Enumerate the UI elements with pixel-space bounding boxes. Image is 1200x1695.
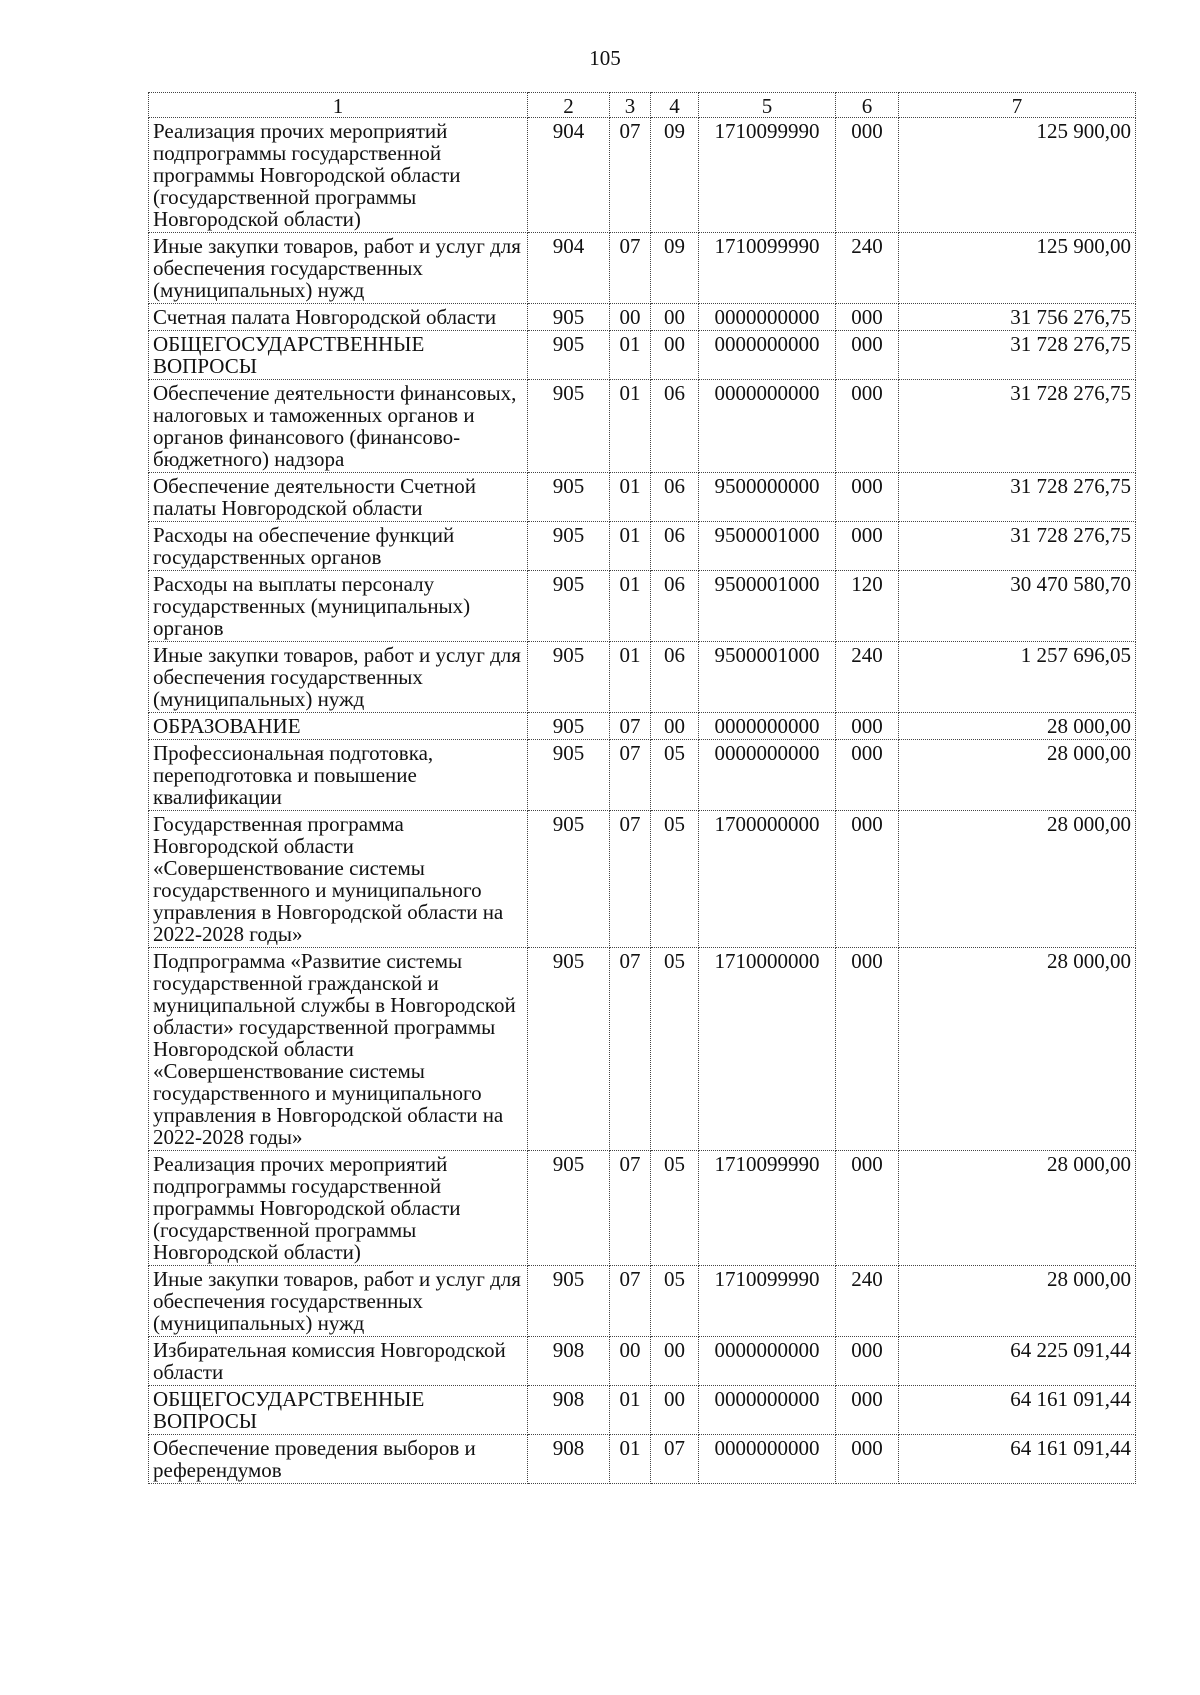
table-row bbox=[149, 380, 1136, 473]
row-target-article-cell: 0000000000 bbox=[699, 380, 836, 473]
row-amount-cell: 125 900,00 bbox=[899, 118, 1136, 233]
row-expense-type-cell: 000 bbox=[836, 713, 899, 740]
row-amount-cell: 31 756 276,75 bbox=[899, 304, 1136, 331]
table-row bbox=[149, 740, 1136, 811]
table-row bbox=[149, 1266, 1136, 1337]
column-header-1: 1 bbox=[149, 93, 528, 118]
row-expense-type-cell: 240 bbox=[836, 642, 899, 713]
table-row bbox=[149, 233, 1136, 304]
row-section-cell: 01 bbox=[610, 331, 651, 380]
row-amount-cell: 64 161 091,44 bbox=[899, 1435, 1136, 1484]
row-subsection-cell: 05 bbox=[651, 1266, 699, 1337]
row-expense-type-cell: 000 bbox=[836, 948, 899, 1151]
row-amount-cell: 64 161 091,44 bbox=[899, 1386, 1136, 1435]
row-target-article-cell: 0000000000 bbox=[699, 1386, 836, 1435]
row-grbs-cell: 905 bbox=[528, 1151, 610, 1266]
column-header-7: 7 bbox=[899, 93, 1136, 118]
row-amount-cell: 125 900,00 bbox=[899, 233, 1136, 304]
row-section-cell: 07 bbox=[610, 233, 651, 304]
row-grbs-cell: 905 bbox=[528, 642, 610, 713]
row-name-cell: Обеспечение деятельности Счетной палаты Новгородской области bbox=[149, 473, 528, 522]
row-name-cell: Реализация прочих мероприятий подпрограммы государственной программы Новгородской области (государственной программы Новгородской области) bbox=[149, 118, 528, 233]
row-grbs-cell: 905 bbox=[528, 473, 610, 522]
row-target-article-cell: 9500001000 bbox=[699, 522, 836, 571]
row-name-cell: Расходы на выплаты персоналу государственных (муниципальных) органов bbox=[149, 571, 528, 642]
row-section-cell: 07 bbox=[610, 1151, 651, 1266]
row-name-cell: Избирательная комиссия Новгородской области bbox=[149, 1337, 528, 1386]
row-name-cell: Иные закупки товаров, работ и услуг для обеспечения государственных (муниципальных) нужд bbox=[149, 233, 528, 304]
row-expense-type-cell: 000 bbox=[836, 1435, 899, 1484]
row-name-cell: ОБЩЕГОСУДАРСТВЕННЫЕ ВОПРОСЫ bbox=[149, 331, 528, 380]
row-target-article-cell: 9500000000 bbox=[699, 473, 836, 522]
row-subsection-cell: 07 bbox=[651, 1435, 699, 1484]
row-target-article-cell: 9500001000 bbox=[699, 571, 836, 642]
row-section-cell: 07 bbox=[610, 811, 651, 948]
column-header-6: 6 bbox=[836, 93, 899, 118]
row-section-cell: 01 bbox=[610, 473, 651, 522]
row-subsection-cell: 05 bbox=[651, 948, 699, 1151]
row-expense-type-cell: 000 bbox=[836, 473, 899, 522]
row-section-cell: 07 bbox=[610, 713, 651, 740]
table-row bbox=[149, 1151, 1136, 1266]
row-expense-type-cell: 000 bbox=[836, 811, 899, 948]
row-target-article-cell: 9500001000 bbox=[699, 642, 836, 713]
table-row bbox=[149, 118, 1136, 233]
table-header-row bbox=[149, 93, 1136, 118]
row-section-cell: 00 bbox=[610, 304, 651, 331]
table-row bbox=[149, 473, 1136, 522]
row-grbs-cell: 908 bbox=[528, 1435, 610, 1484]
row-target-article-cell: 1710099990 bbox=[699, 118, 836, 233]
table-row bbox=[149, 571, 1136, 642]
row-expense-type-cell: 000 bbox=[836, 380, 899, 473]
row-amount-cell: 28 000,00 bbox=[899, 1266, 1136, 1337]
column-header-4: 4 bbox=[651, 93, 699, 118]
row-subsection-cell: 06 bbox=[651, 473, 699, 522]
row-expense-type-cell: 000 bbox=[836, 118, 899, 233]
row-section-cell: 01 bbox=[610, 642, 651, 713]
row-grbs-cell: 905 bbox=[528, 811, 610, 948]
row-target-article-cell: 0000000000 bbox=[699, 1337, 836, 1386]
row-section-cell: 07 bbox=[610, 740, 651, 811]
row-grbs-cell: 905 bbox=[528, 331, 610, 380]
row-amount-cell: 31 728 276,75 bbox=[899, 380, 1136, 473]
row-amount-cell: 31 728 276,75 bbox=[899, 473, 1136, 522]
row-grbs-cell: 904 bbox=[528, 233, 610, 304]
row-expense-type-cell: 000 bbox=[836, 331, 899, 380]
table-row bbox=[149, 522, 1136, 571]
row-section-cell: 07 bbox=[610, 118, 651, 233]
row-grbs-cell: 905 bbox=[528, 948, 610, 1151]
table-row bbox=[149, 713, 1136, 740]
page-number: 105 bbox=[589, 46, 621, 70]
column-header-2: 2 bbox=[528, 93, 610, 118]
row-section-cell: 00 bbox=[610, 1337, 651, 1386]
row-name-cell: Подпрограмма «Развитие системы государственной гражданской и муниципальной службы в Новгородской области» государственной программы Новгородской области «Совершенствование системы государственного и муниципального управления в Новгородской области на 2022-2028 годы» bbox=[149, 948, 528, 1151]
row-grbs-cell: 905 bbox=[528, 304, 610, 331]
table-row bbox=[149, 811, 1136, 948]
row-target-article-cell: 1700000000 bbox=[699, 811, 836, 948]
row-subsection-cell: 00 bbox=[651, 713, 699, 740]
row-name-cell: Иные закупки товаров, работ и услуг для обеспечения государственных (муниципальных) нужд bbox=[149, 642, 528, 713]
row-expense-type-cell: 000 bbox=[836, 522, 899, 571]
row-subsection-cell: 06 bbox=[651, 522, 699, 571]
row-section-cell: 07 bbox=[610, 1266, 651, 1337]
table-row bbox=[149, 331, 1136, 380]
row-subsection-cell: 00 bbox=[651, 1337, 699, 1386]
row-name-cell: ОБРАЗОВАНИЕ bbox=[149, 713, 528, 740]
row-subsection-cell: 05 bbox=[651, 811, 699, 948]
row-target-article-cell: 1710099990 bbox=[699, 233, 836, 304]
row-subsection-cell: 05 bbox=[651, 1151, 699, 1266]
row-subsection-cell: 06 bbox=[651, 642, 699, 713]
row-expense-type-cell: 000 bbox=[836, 1337, 899, 1386]
row-subsection-cell: 05 bbox=[651, 740, 699, 811]
row-amount-cell: 31 728 276,75 bbox=[899, 331, 1136, 380]
row-expense-type-cell: 120 bbox=[836, 571, 899, 642]
row-section-cell: 01 bbox=[610, 571, 651, 642]
row-expense-type-cell: 000 bbox=[836, 304, 899, 331]
row-subsection-cell: 00 bbox=[651, 1386, 699, 1435]
table-row bbox=[149, 1435, 1136, 1484]
row-target-article-cell: 0000000000 bbox=[699, 713, 836, 740]
row-expense-type-cell: 000 bbox=[836, 740, 899, 811]
row-name-cell: Иные закупки товаров, работ и услуг для обеспечения государственных (муниципальных) нужд bbox=[149, 1266, 528, 1337]
row-amount-cell: 28 000,00 bbox=[899, 713, 1136, 740]
row-expense-type-cell: 000 bbox=[836, 1151, 899, 1266]
row-target-article-cell: 1710099990 bbox=[699, 1266, 836, 1337]
row-amount-cell: 64 225 091,44 bbox=[899, 1337, 1136, 1386]
table-row bbox=[149, 642, 1136, 713]
row-subsection-cell: 09 bbox=[651, 118, 699, 233]
table-row bbox=[149, 948, 1136, 1151]
row-subsection-cell: 00 bbox=[651, 304, 699, 331]
row-name-cell: ОБЩЕГОСУДАРСТВЕННЫЕ ВОПРОСЫ bbox=[149, 1386, 528, 1435]
row-grbs-cell: 905 bbox=[528, 571, 610, 642]
row-grbs-cell: 905 bbox=[528, 1266, 610, 1337]
row-section-cell: 01 bbox=[610, 1386, 651, 1435]
row-amount-cell: 28 000,00 bbox=[899, 948, 1136, 1151]
row-grbs-cell: 905 bbox=[528, 522, 610, 571]
row-target-article-cell: 0000000000 bbox=[699, 304, 836, 331]
row-grbs-cell: 908 bbox=[528, 1386, 610, 1435]
row-target-article-cell: 0000000000 bbox=[699, 331, 836, 380]
row-grbs-cell: 905 bbox=[528, 713, 610, 740]
row-subsection-cell: 09 bbox=[651, 233, 699, 304]
row-amount-cell: 1 257 696,05 bbox=[899, 642, 1136, 713]
row-grbs-cell: 904 bbox=[528, 118, 610, 233]
column-header-5: 5 bbox=[699, 93, 836, 118]
column-header-3: 3 bbox=[610, 93, 651, 118]
table-row bbox=[149, 1386, 1136, 1435]
row-name-cell: Профессиональная подготовка, переподготовка и повышение квалификации bbox=[149, 740, 528, 811]
row-target-article-cell: 1710000000 bbox=[699, 948, 836, 1151]
row-section-cell: 01 bbox=[610, 522, 651, 571]
row-subsection-cell: 00 bbox=[651, 331, 699, 380]
row-grbs-cell: 905 bbox=[528, 740, 610, 811]
row-name-cell: Государственная программа Новгородской области «Совершенствование системы государственного и муниципального управления в Новгородской области на 2022-2028 годы» bbox=[149, 811, 528, 948]
row-name-cell: Счетная палата Новгородской области bbox=[149, 304, 528, 331]
row-target-article-cell: 0000000000 bbox=[699, 740, 836, 811]
row-subsection-cell: 06 bbox=[651, 380, 699, 473]
row-name-cell: Расходы на обеспечение функций государственных органов bbox=[149, 522, 528, 571]
row-subsection-cell: 06 bbox=[651, 571, 699, 642]
row-amount-cell: 28 000,00 bbox=[899, 811, 1136, 948]
budget-table bbox=[148, 92, 1136, 1484]
row-section-cell: 07 bbox=[610, 948, 651, 1151]
row-name-cell: Обеспечение проведения выборов и референдумов bbox=[149, 1435, 528, 1484]
row-amount-cell: 30 470 580,70 bbox=[899, 571, 1136, 642]
row-name-cell: Реализация прочих мероприятий подпрограммы государственной программы Новгородской области (государственной программы Новгородской области) bbox=[149, 1151, 528, 1266]
row-section-cell: 01 bbox=[610, 1435, 651, 1484]
row-amount-cell: 31 728 276,75 bbox=[899, 522, 1136, 571]
row-grbs-cell: 905 bbox=[528, 380, 610, 473]
row-grbs-cell: 908 bbox=[528, 1337, 610, 1386]
row-expense-type-cell: 000 bbox=[836, 1386, 899, 1435]
row-target-article-cell: 1710099990 bbox=[699, 1151, 836, 1266]
table-row bbox=[149, 304, 1136, 331]
table-row bbox=[149, 1337, 1136, 1386]
row-amount-cell: 28 000,00 bbox=[899, 740, 1136, 811]
row-section-cell: 01 bbox=[610, 380, 651, 473]
row-target-article-cell: 0000000000 bbox=[699, 1435, 836, 1484]
row-name-cell: Обеспечение деятельности финансовых, налоговых и таможенных органов и органов финансового (финансово-бюджетного) надзора bbox=[149, 380, 528, 473]
row-amount-cell: 28 000,00 bbox=[899, 1151, 1136, 1266]
row-expense-type-cell: 240 bbox=[836, 233, 899, 304]
row-expense-type-cell: 240 bbox=[836, 1266, 899, 1337]
